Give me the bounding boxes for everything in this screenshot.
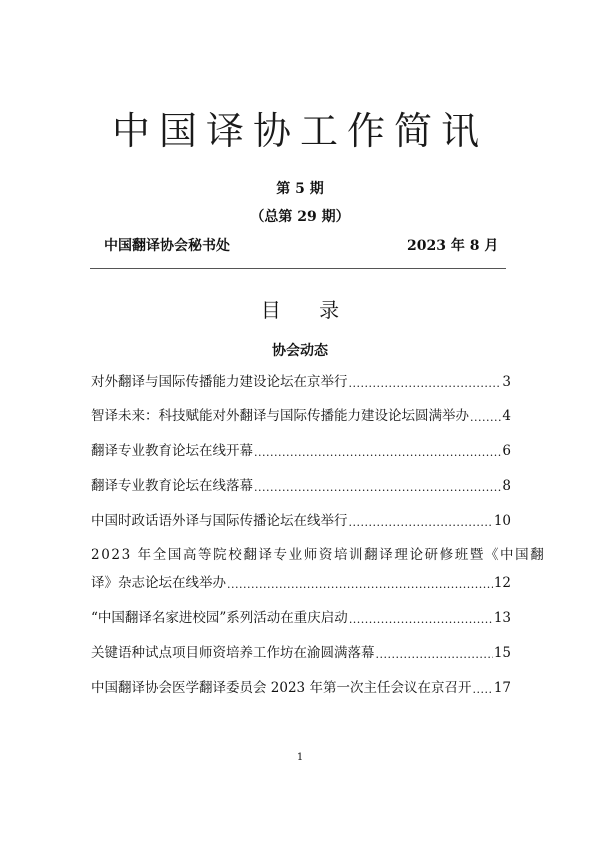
toc-entry-page: 3 [502,374,511,390]
toc-entry-title-line1: 2023 年全国高等院校翻译专业师资培训翻译理论研修班暨《中国翻 [91,547,546,563]
leader-dots [227,578,493,592]
toc-entry-page: 13 [493,610,511,626]
toc-section-title: 协会动态 [272,343,328,359]
toc-entry-title: 中国时政话语外译与国际传播论坛在线举行 [91,513,348,529]
leader-dots [254,481,501,495]
document-title: 中国译协工作简讯 [111,109,488,153]
toc-entry[interactable] [91,574,511,592]
leader-dots [349,613,493,627]
toc-entry-page: 6 [502,443,511,459]
publisher: 中国翻译协会秘书处 [104,238,230,254]
toc-entry-title: 智译未来：科技赋能对外翻译与国际传播能力建设论坛圆满举办 [91,408,469,424]
toc-entry-page: 4 [502,408,511,424]
header-divider [90,268,506,269]
toc-entry[interactable] [91,477,511,495]
toc-entry-title: 对外翻译与国际传播能力建设论坛在京举行 [91,374,348,390]
toc-entry[interactable] [91,644,511,662]
toc-entry-page: 15 [493,645,511,661]
toc-entry[interactable] [91,679,511,697]
toc-entry-title: 关键语种试点项目师资培养工作坊在渝圆满落幕 [91,645,375,661]
leader-dots [349,516,493,530]
toc-entry-title: 译》杂志论坛在线举办 [91,575,226,591]
toc-entry[interactable] [91,373,511,391]
toc-entry[interactable] [91,512,511,530]
leader-dots [472,683,492,697]
leader-dots [349,377,502,391]
toc-entry[interactable] [91,407,511,425]
issue-number: 第 5 期 [276,181,324,197]
toc-heading: 目 录 [260,298,356,322]
leader-dots [376,648,493,662]
toc-entry[interactable] [91,609,511,627]
toc-entry[interactable] [91,442,511,460]
toc-entry-page: 17 [493,680,511,696]
toc-entry-title: 翻译专业教育论坛在线开幕 [91,443,253,459]
toc-entry-title: 翻译专业教育论坛在线落幕 [91,478,253,494]
toc-entry-title: “中国翻译名家进校园”系列活动在重庆启动 [91,610,348,626]
leader-dots [254,446,501,460]
toc-entry-page: 8 [502,478,511,494]
total-issue-number: （总第 29 期） [250,209,350,225]
toc-entry-page: 10 [493,513,511,529]
leader-dots [470,411,501,425]
page-number: 1 [296,752,304,763]
toc-entry-title: 中国翻译协会医学翻译委员会 2023 年第一次主任会议在京召开 [91,680,472,696]
publication-date: 2023 年 8 月 [407,238,499,254]
toc-entry-page: 12 [493,575,511,591]
